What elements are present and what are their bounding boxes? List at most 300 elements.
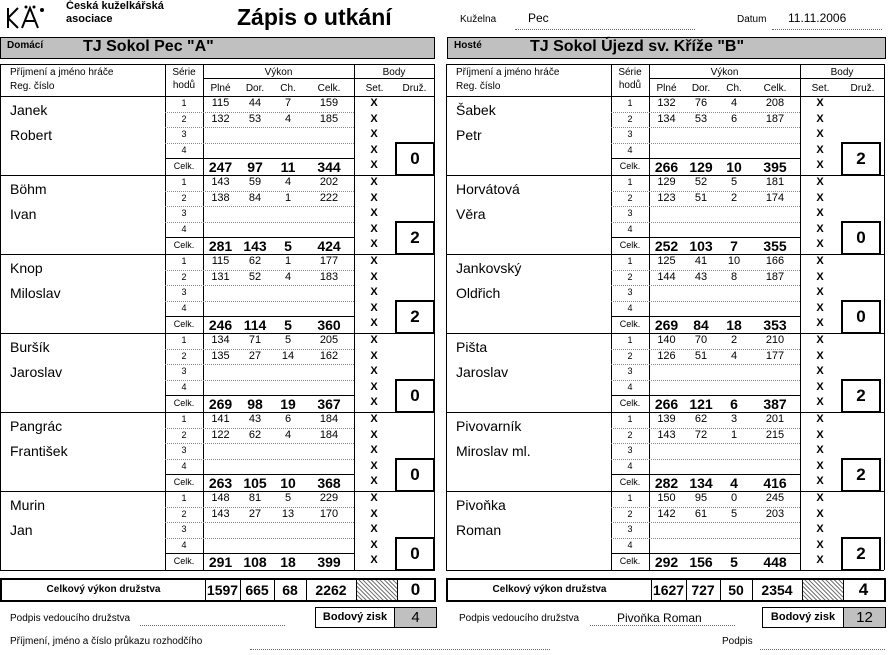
guest-set-x: X: [816, 444, 824, 456]
home-set-x: X: [370, 128, 378, 140]
home-set-x: X: [370, 222, 378, 235]
home-set-x: X: [370, 207, 378, 219]
guest-total-cell: 103: [689, 238, 713, 254]
home-total-cell: 5: [284, 317, 292, 333]
home-hdr-name2: Reg. číslo: [10, 81, 55, 92]
guest-player-first: Pivoňka: [456, 497, 506, 513]
guest-hdr-name2: Reg. číslo: [456, 81, 501, 92]
guest-celk-label: Celk.: [619, 398, 641, 408]
home-total-cell: 97: [247, 159, 263, 175]
guest-frame-top: [446, 64, 884, 65]
guest-set-x: X: [816, 554, 824, 566]
home-score-cell: 5: [284, 492, 292, 504]
guest-hdr-vykon: Výkon: [710, 67, 739, 78]
guest-set-x: X: [816, 459, 824, 472]
guest-bodovy-value: 12: [844, 608, 885, 627]
guest-player-first: Šabek: [456, 102, 496, 118]
home-score-cell: 148: [211, 492, 230, 504]
home-set-x: X: [370, 492, 378, 504]
home-set-x: X: [370, 270, 378, 283]
guest-total-cell: 10: [726, 159, 742, 175]
home-body-line: [354, 78, 434, 79]
home-hatch-cell: [357, 580, 397, 600]
home-set-x: X: [370, 523, 378, 535]
guest-celk-label: Celk.: [619, 556, 641, 566]
home-row-sep: [165, 206, 354, 207]
datum-underline: [772, 29, 882, 30]
guest-serie-number: 1: [627, 493, 633, 503]
guest-total-cell: 134: [689, 475, 713, 491]
guest-total-cell: 129: [689, 159, 713, 175]
guest-total-cell: 416: [763, 475, 787, 491]
guest-serie-number: 2: [627, 192, 633, 203]
guest-serie-number: 2: [627, 271, 633, 282]
home-team-total-cell: 1597: [206, 582, 239, 598]
guest-team-points: 4: [858, 580, 869, 599]
guest-set-x: X: [816, 428, 824, 441]
guest-set-x: X: [816, 301, 824, 314]
home-total-cell: 368: [317, 475, 341, 491]
guest-score-cell: 203: [765, 507, 785, 520]
home-set-x: X: [370, 317, 378, 329]
home-row-sep: [165, 538, 354, 539]
guest-row-sep: [611, 285, 800, 286]
home-score-cell: 71: [248, 334, 262, 346]
home-player-second: Jaroslav: [10, 364, 63, 380]
home-score-cell: 159: [319, 97, 339, 109]
guest-score-cell: 142: [657, 507, 676, 520]
guest-score-cell: 140: [657, 334, 676, 346]
guest-set-x: X: [816, 334, 824, 346]
guest-score-cell: 5: [730, 507, 738, 520]
home-set-x: X: [370, 112, 378, 125]
guest-team-total-cell: 2354: [761, 582, 793, 598]
guest-row-sep: [611, 538, 800, 539]
guest-total-cell: 269: [654, 317, 679, 333]
home-vykon-line: [203, 78, 354, 79]
home-total-cell: 114: [243, 317, 267, 333]
home-team-total-cell: 2262: [315, 582, 347, 598]
home-serie-number: 1: [181, 256, 187, 266]
association-name: [66, 0, 164, 26]
home-score-cell: 115: [211, 97, 230, 109]
home-serie-number: 2: [181, 113, 187, 124]
guest-hdr-plne: Plné: [656, 83, 677, 94]
home-row-sep: [165, 222, 354, 223]
guest-total-cell: 395: [763, 159, 787, 175]
home-score-cell: 162: [319, 349, 339, 362]
home-row-sep: [165, 459, 354, 460]
guest-serie-number: 1: [627, 177, 633, 187]
guest-set-x: X: [816, 191, 824, 204]
guest-player-first: Pivovarník: [456, 418, 522, 434]
home-total-cell: 18: [280, 554, 296, 570]
home-score-cell: 43: [248, 413, 262, 425]
home-hdr-serie2: hodů: [172, 80, 196, 91]
guest-player-points: 0: [841, 300, 881, 334]
home-score-cell: 4: [284, 176, 292, 188]
home-player-points: 0: [395, 537, 435, 571]
home-score-cell: 4: [284, 428, 292, 441]
guest-player-points: 0: [841, 221, 881, 255]
guest-set-x: X: [816, 143, 824, 156]
home-serie-number: 2: [181, 271, 187, 282]
home-set-x: X: [370, 507, 378, 520]
home-score-cell: 44: [248, 97, 262, 109]
guest-set-x: X: [816, 349, 824, 362]
home-set-x: X: [370, 97, 378, 109]
home-set-x: X: [370, 238, 378, 250]
guest-label: Hosté: [454, 40, 482, 51]
home-bodovy-box: [315, 607, 437, 628]
page-title: Zápis o utkání: [237, 4, 392, 30]
home-score-cell: 52: [248, 270, 262, 283]
guest-hdr-set: Set.: [811, 83, 830, 94]
guest-row-sep: [611, 222, 800, 223]
guest-set-x: X: [816, 538, 824, 551]
home-player-second: Jan: [10, 522, 33, 538]
home-total-cell: 5: [284, 238, 292, 254]
home-hdr-celk: Celk.: [317, 83, 341, 94]
guest-serie-number: 1: [627, 256, 633, 266]
home-row-sep: [165, 522, 354, 523]
home-set-x: X: [370, 191, 378, 204]
guest-score-cell: 53: [694, 112, 708, 125]
home-serie-number: 3: [181, 208, 187, 218]
guest-total-cell: 448: [763, 554, 787, 570]
podpis-line: [760, 649, 885, 650]
home-block-line: [0, 570, 434, 571]
guest-hdr-serie1: Série: [618, 67, 642, 78]
guest-player-points: 2: [841, 142, 881, 176]
guest-celk-label: Celk.: [619, 477, 641, 487]
home-score-cell: 84: [248, 191, 262, 204]
home-score-cell: 13: [281, 507, 295, 520]
guest-vline-set: [800, 64, 801, 570]
home-score-cell: 141: [211, 413, 230, 425]
home-score-cell: 122: [211, 428, 230, 441]
home-total-cell: 105: [243, 475, 267, 491]
guest-score-cell: 76: [694, 97, 708, 109]
guest-serie-number: 2: [627, 113, 633, 124]
home-score-cell: 27: [248, 349, 262, 362]
home-serie-number: 4: [181, 460, 187, 471]
home-panel: [0, 64, 436, 572]
guest-hdr-serie2: hodů: [618, 80, 642, 91]
guest-total-row: [446, 578, 886, 602]
guest-serie-number: 4: [627, 302, 633, 313]
home-row-sep: [165, 443, 354, 444]
home-serie-number: 4: [181, 381, 187, 392]
guest-celk-label: Celk.: [619, 319, 641, 329]
guest-score-cell: 8: [730, 270, 738, 283]
guest-team-bar: [447, 37, 886, 59]
guest-score-cell: 210: [765, 334, 785, 346]
guest-total-cell: 121: [689, 396, 713, 412]
home-total-cell: 399: [317, 554, 341, 570]
home-hdr-vykon: Výkon: [264, 67, 293, 78]
home-score-cell: 184: [319, 428, 339, 441]
logo: [2, 4, 48, 32]
home-serie-number: 3: [181, 366, 187, 376]
guest-set-x: X: [816, 317, 824, 329]
guest-total-cell: 6: [730, 396, 738, 412]
home-serie-number: 3: [181, 129, 187, 139]
guest-serie-number: 3: [627, 208, 633, 218]
guest-score-cell: 4: [730, 349, 738, 362]
guest-score-cell: 5: [730, 176, 738, 188]
guest-score-cell: 51: [694, 191, 708, 204]
home-serie-number: 2: [181, 508, 187, 519]
home-team-points: 0: [410, 580, 421, 599]
home-frame-top: [0, 64, 434, 65]
guest-serie-number: 4: [627, 381, 633, 392]
home-team-total-label: Celkový výkon družstva: [46, 584, 161, 595]
guest-total-cell: 266: [654, 159, 679, 175]
guest-score-cell: 4: [730, 97, 738, 109]
guest-total-cell: 4: [730, 475, 738, 491]
guest-hdr-celk: Celk.: [763, 83, 787, 94]
guest-total-cell: 387: [763, 396, 787, 412]
home-player-points: 0: [395, 379, 435, 413]
home-hdr-ch: Ch.: [280, 83, 296, 94]
home-total-cell: 344: [317, 159, 341, 175]
home-player-first: Buršík: [10, 339, 50, 355]
guest-score-cell: 51: [694, 349, 708, 362]
guest-hdr-ch: Ch.: [726, 83, 742, 94]
home-bodovy-value: 4: [395, 608, 436, 627]
guest-player-second: Miroslav ml.: [456, 443, 531, 459]
home-score-cell: 170: [319, 507, 339, 520]
guest-serie-number: 2: [627, 350, 633, 361]
home-score-cell: 4: [284, 112, 292, 125]
home-team-total-cell: 665: [245, 582, 269, 598]
guest-serie-number: 4: [627, 144, 633, 155]
guest-score-cell: 1: [730, 428, 738, 441]
guest-set-x: X: [816, 207, 824, 219]
guest-score-cell: 125: [657, 255, 676, 267]
home-total-cell: 246: [208, 317, 233, 333]
guest-score-cell: 215: [765, 428, 785, 441]
home-serie-number: 4: [181, 223, 187, 234]
home-score-cell: 1: [284, 255, 292, 267]
home-set-x: X: [370, 444, 378, 456]
guest-total-cell: 84: [693, 317, 709, 333]
guest-set-x: X: [816, 238, 824, 250]
logo-icon: [2, 4, 48, 32]
guest-player-second: Jaroslav: [456, 364, 509, 380]
home-player-points: 0: [395, 458, 435, 492]
guest-set-x: X: [816, 176, 824, 188]
guest-row-sep: [611, 443, 800, 444]
home-bodovy-label: Bodový zisk: [316, 608, 395, 627]
home-row-sep: [165, 364, 354, 365]
home-total-cell: 269: [208, 396, 233, 412]
home-total-cell: 10: [280, 475, 296, 491]
guest-bodovy-box: [762, 607, 886, 628]
guest-body-line: [800, 78, 884, 79]
home-score-cell: 184: [319, 413, 339, 425]
guest-row-sep: [611, 380, 800, 381]
home-score-cell: 138: [211, 191, 230, 204]
guest-row-sep: [611, 364, 800, 365]
home-row-sep: [165, 143, 354, 144]
home-serie-number: 2: [181, 429, 187, 440]
home-score-cell: 62: [248, 428, 262, 441]
guest-team-total-label: Celkový výkon družstva: [492, 584, 607, 595]
home-signature-label: Podpis vedoucího družstva: [10, 613, 131, 624]
guest-player-second: Petr: [456, 127, 482, 143]
guest-total-cell: 18: [726, 317, 742, 333]
home-score-cell: 143: [211, 176, 230, 188]
guest-total-cell: 282: [654, 475, 679, 491]
home-set-x: X: [370, 428, 378, 441]
guest-player-second: Věra: [456, 206, 486, 222]
home-player-second: Robert: [10, 127, 53, 143]
guest-serie-number: 4: [627, 223, 633, 234]
guest-bodovy-label: Bodový zisk: [763, 608, 844, 627]
home-serie-number: 4: [181, 539, 187, 550]
guest-player-points: 2: [841, 379, 881, 413]
datum-value: 11.11.2006: [788, 11, 847, 25]
guest-score-cell: 72: [694, 428, 708, 441]
guest-score-cell: 2: [730, 334, 738, 346]
home-score-cell: 183: [319, 270, 339, 283]
guest-serie-number: 1: [627, 335, 633, 345]
guest-total-cell: 266: [654, 396, 679, 412]
home-score-cell: 131: [211, 270, 230, 283]
guest-score-cell: 174: [765, 191, 785, 204]
datum-label: Datum: [737, 14, 767, 25]
guest-signature-line: [590, 625, 735, 626]
guest-serie-number: 1: [627, 98, 633, 108]
guest-team-name: TJ Sokol Újezd sv. Kříže "B": [530, 38, 745, 55]
guest-set-x: X: [816, 222, 824, 235]
home-signature-line: [140, 625, 285, 626]
guest-score-cell: 123: [657, 191, 676, 204]
guest-score-cell: 61: [694, 507, 708, 520]
referee-label: Příjmení, jméno a číslo průkazu rozhodčího: [10, 636, 203, 647]
guest-vykon-line: [649, 78, 800, 79]
home-hdr-set: Set.: [365, 83, 384, 94]
home-row-sep: [165, 285, 354, 286]
guest-player-first: Pišta: [456, 339, 488, 355]
kuzelna-value: Pec: [528, 11, 549, 25]
guest-hdr-druz: Druž.: [850, 83, 875, 94]
association-line1: Česká kuželkářská: [66, 0, 164, 12]
home-score-cell: 6: [284, 413, 292, 425]
home-celk-label: Celk.: [173, 556, 195, 566]
guest-score-cell: 3: [730, 413, 738, 425]
guest-total-cell: 156: [689, 554, 713, 570]
home-score-cell: 229: [319, 492, 339, 504]
guest-player-points: 2: [841, 458, 881, 492]
home-player-points: 2: [395, 300, 435, 334]
home-hdr-name1: Příjmení a jméno hráče: [10, 67, 114, 78]
home-hdr-druz: Druž.: [402, 83, 427, 94]
home-set-x: X: [370, 334, 378, 346]
home-score-cell: 5: [284, 334, 292, 346]
guest-celk-label: Celk.: [619, 161, 641, 171]
home-score-cell: 177: [319, 255, 339, 267]
home-serie-number: 1: [181, 177, 187, 187]
guest-hdr-name1: Příjmení a jméno hráče: [456, 67, 560, 78]
home-team-name: TJ Sokol Pec "A": [83, 38, 214, 55]
home-set-x: X: [370, 538, 378, 551]
home-serie-number: 1: [181, 98, 187, 108]
guest-signature-label: Podpis vedoucího družstva: [459, 613, 580, 624]
home-set-x: X: [370, 396, 378, 408]
home-serie-number: 2: [181, 350, 187, 361]
guest-score-cell: 52: [694, 176, 708, 188]
association-line2: asociace: [66, 13, 113, 25]
guest-player-first: Horvátová: [456, 181, 520, 197]
home-total-cell: 367: [317, 396, 341, 412]
home-total-cell: 108: [243, 554, 267, 570]
guest-total-cell: 252: [654, 238, 679, 254]
guest-total-cell: 355: [763, 238, 787, 254]
home-score-cell: 132: [211, 112, 230, 125]
guest-score-cell: 245: [765, 492, 785, 504]
home-row-sep: [165, 301, 354, 302]
home-total-cell: 19: [280, 396, 296, 412]
home-set-x: X: [370, 159, 378, 171]
home-vline-left: [0, 64, 1, 570]
guest-player-second: Oldřich: [456, 285, 501, 301]
home-set-x: X: [370, 413, 378, 425]
guest-score-cell: 201: [765, 413, 785, 425]
guest-total-cell: 353: [763, 317, 787, 333]
home-total-cell: 281: [208, 238, 233, 254]
guest-score-cell: 10: [727, 255, 741, 267]
guest-score-cell: 95: [694, 492, 708, 504]
guest-score-cell: 166: [765, 255, 785, 267]
guest-score-cell: 132: [657, 97, 676, 109]
guest-hdr-body: Body: [830, 67, 854, 78]
guest-set-x: X: [816, 475, 824, 487]
home-total-cell: 360: [317, 317, 341, 333]
guest-set-x: X: [816, 159, 824, 171]
guest-score-cell: 187: [765, 112, 785, 125]
home-hdr-serie1: Série: [172, 67, 196, 78]
guest-serie-number: 2: [627, 508, 633, 519]
guest-panel: [446, 64, 882, 572]
home-score-cell: 1: [284, 191, 292, 204]
guest-row-sep: [611, 301, 800, 302]
guest-team-total-cell: 727: [691, 582, 715, 598]
home-hdr-plne: Plné: [210, 83, 231, 94]
home-row-sep: [165, 380, 354, 381]
guest-row-sep: [611, 206, 800, 207]
home-team-total-cell: 68: [282, 582, 298, 598]
home-player-second: František: [10, 443, 68, 459]
home-set-x: X: [370, 255, 378, 267]
guest-total-cell: 7: [730, 238, 738, 254]
guest-hatch-cell: [803, 580, 843, 600]
home-total-cell: 98: [247, 396, 263, 412]
guest-score-cell: 0: [730, 492, 738, 504]
guest-row-sep: [611, 127, 800, 128]
guest-serie-number: 3: [627, 524, 633, 534]
home-score-cell: 222: [319, 191, 339, 204]
guest-set-x: X: [816, 492, 824, 504]
guest-signature-value: Pivoňka Roman: [617, 611, 702, 625]
home-player-points: 0: [395, 142, 435, 176]
guest-score-cell: 134: [657, 112, 676, 125]
podpis-label: Podpis: [722, 636, 753, 647]
guest-total-cell: 5: [730, 554, 738, 570]
guest-score-cell: 181: [765, 176, 785, 188]
